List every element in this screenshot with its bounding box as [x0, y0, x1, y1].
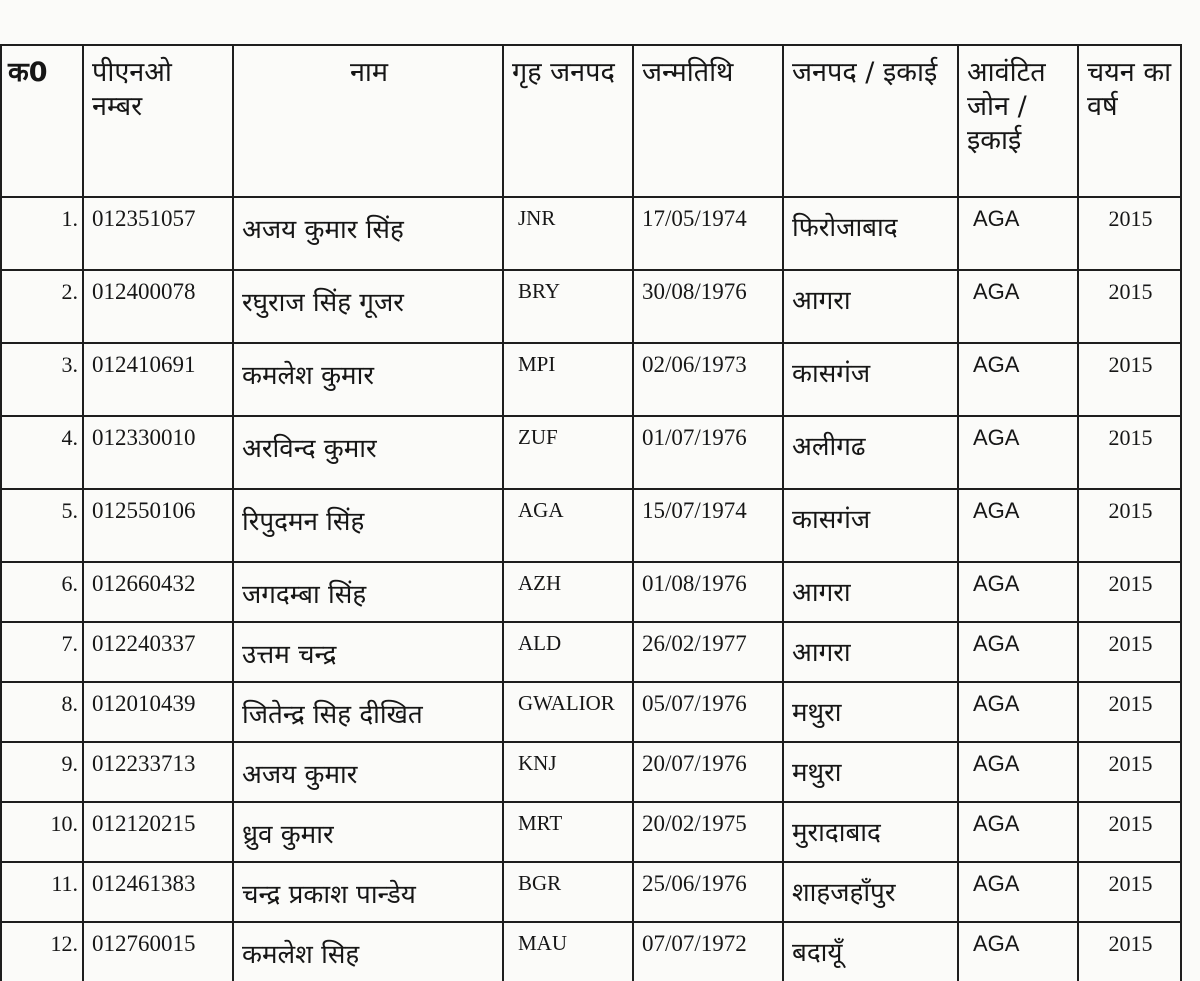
cell-allotted-zone: AGA — [958, 270, 1078, 343]
table-row — [1, 197, 1181, 270]
header-selection-year: चयन का वर्ष — [1078, 45, 1181, 197]
cell-district-unit: मथुरा — [783, 682, 958, 742]
cell-district-unit: फिरोजाबाद — [783, 197, 958, 270]
cell-name: उत्तम चन्द्र — [233, 622, 503, 682]
cell-pno: 012461383 — [83, 862, 233, 922]
cell-name: चन्द्र प्रकाश पान्डेय — [233, 862, 503, 922]
cell-pno: 012120215 — [83, 802, 233, 862]
cell-allotted-zone: AGA — [958, 622, 1078, 682]
header-name: नाम — [233, 45, 503, 197]
cell-pno: 012240337 — [83, 622, 233, 682]
cell-name: अरविन्द कुमार — [233, 416, 503, 489]
cell-selection-year: 2015 — [1078, 489, 1181, 562]
table-body — [1, 197, 1181, 981]
cell-pno: 012550106 — [83, 489, 233, 562]
cell-home-district: GWALIOR — [503, 682, 633, 742]
cell-name: जितेन्द्र सिह दीखित — [233, 682, 503, 742]
cell-name: कमलेश कुमार — [233, 343, 503, 416]
cell-name: रिपुदमन सिंह — [233, 489, 503, 562]
cell-home-district: JNR — [503, 197, 633, 270]
table-row — [1, 682, 1181, 742]
cell-district-unit: कासगंज — [783, 343, 958, 416]
cell-dob: 20/07/1976 — [633, 742, 783, 802]
header-allotted-zone: आवंटित जोन / इकाई — [958, 45, 1078, 197]
cell-home-district: MPI — [503, 343, 633, 416]
cell-selection-year: 2015 — [1078, 802, 1181, 862]
cell-name: जगदम्बा सिंह — [233, 562, 503, 622]
cell-allotted-zone: AGA — [958, 862, 1078, 922]
table-row — [1, 622, 1181, 682]
table-row — [1, 343, 1181, 416]
cell-home-district: ALD — [503, 622, 633, 682]
table-row — [1, 270, 1181, 343]
cell-allotted-zone: AGA — [958, 343, 1078, 416]
cell-selection-year: 2015 — [1078, 562, 1181, 622]
table-row — [1, 416, 1181, 489]
cell-selection-year: 2015 — [1078, 343, 1181, 416]
table-row — [1, 862, 1181, 922]
cell-dob: 01/08/1976 — [633, 562, 783, 622]
header-home-district: गृह जनपद — [503, 45, 633, 197]
cell-district-unit: अलीगढ — [783, 416, 958, 489]
cell-pno: 012351057 — [83, 197, 233, 270]
table-row — [1, 489, 1181, 562]
cell-serial: 4. — [1, 416, 83, 489]
cell-serial: 10. — [1, 802, 83, 862]
cell-serial: 3. — [1, 343, 83, 416]
cell-selection-year: 2015 — [1078, 416, 1181, 489]
cell-home-district: BGR — [503, 862, 633, 922]
cell-home-district: MAU — [503, 922, 633, 981]
cell-pno: 012233713 — [83, 742, 233, 802]
cell-serial: 11. — [1, 862, 83, 922]
cell-district-unit: आगरा — [783, 622, 958, 682]
cell-home-district: BRY — [503, 270, 633, 343]
header-pno: पीएनओ नम्बर — [83, 45, 233, 197]
cell-dob: 26/02/1977 — [633, 622, 783, 682]
cell-selection-year: 2015 — [1078, 922, 1181, 981]
cell-district-unit: आगरा — [783, 270, 958, 343]
cell-selection-year: 2015 — [1078, 862, 1181, 922]
cell-selection-year: 2015 — [1078, 622, 1181, 682]
cell-name: कमलेश सिह — [233, 922, 503, 981]
cell-district-unit: बदायूँ — [783, 922, 958, 981]
cell-dob: 07/07/1972 — [633, 922, 783, 981]
header-serial: क0 — [1, 45, 83, 197]
header-row — [1, 45, 1181, 197]
personnel-table — [0, 44, 1182, 981]
cell-selection-year: 2015 — [1078, 682, 1181, 742]
cell-name: रघुराज सिंह गूजर — [233, 270, 503, 343]
cell-selection-year: 2015 — [1078, 742, 1181, 802]
cell-pno: 012010439 — [83, 682, 233, 742]
cell-dob: 05/07/1976 — [633, 682, 783, 742]
cell-name: ध्रुव कुमार — [233, 802, 503, 862]
cell-allotted-zone: AGA — [958, 742, 1078, 802]
cell-serial: 2. — [1, 270, 83, 343]
cell-home-district: AZH — [503, 562, 633, 622]
cell-district-unit: मथुरा — [783, 742, 958, 802]
cell-district-unit: आगरा — [783, 562, 958, 622]
cell-allotted-zone: AGA — [958, 922, 1078, 981]
cell-name: अजय कुमार — [233, 742, 503, 802]
cell-dob: 20/02/1975 — [633, 802, 783, 862]
cell-dob: 30/08/1976 — [633, 270, 783, 343]
cell-district-unit: कासगंज — [783, 489, 958, 562]
cell-dob: 25/06/1976 — [633, 862, 783, 922]
cell-selection-year: 2015 — [1078, 197, 1181, 270]
cell-allotted-zone: AGA — [958, 802, 1078, 862]
cell-pno: 012330010 — [83, 416, 233, 489]
cell-district-unit: शाहजहाँपुर — [783, 862, 958, 922]
cell-serial: 9. — [1, 742, 83, 802]
header-district-unit: जनपद / इकाई — [783, 45, 958, 197]
cell-dob: 15/07/1974 — [633, 489, 783, 562]
cell-allotted-zone: AGA — [958, 562, 1078, 622]
cell-serial: 7. — [1, 622, 83, 682]
table-row — [1, 802, 1181, 862]
table-row — [1, 922, 1181, 981]
cell-pno: 012660432 — [83, 562, 233, 622]
cell-dob: 02/06/1973 — [633, 343, 783, 416]
cell-dob: 17/05/1974 — [633, 197, 783, 270]
table-row — [1, 562, 1181, 622]
cell-allotted-zone: AGA — [958, 682, 1078, 742]
table-row — [1, 742, 1181, 802]
cell-home-district: AGA — [503, 489, 633, 562]
cell-allotted-zone: AGA — [958, 416, 1078, 489]
cell-selection-year: 2015 — [1078, 270, 1181, 343]
cell-home-district: KNJ — [503, 742, 633, 802]
header-dob: जन्मतिथि — [633, 45, 783, 197]
cell-dob: 01/07/1976 — [633, 416, 783, 489]
cell-district-unit: मुरादाबाद — [783, 802, 958, 862]
cell-serial: 8. — [1, 682, 83, 742]
cell-pno: 012400078 — [83, 270, 233, 343]
cell-allotted-zone: AGA — [958, 197, 1078, 270]
cell-serial: 1. — [1, 197, 83, 270]
cell-serial: 12. — [1, 922, 83, 981]
cell-allotted-zone: AGA — [958, 489, 1078, 562]
cell-pno: 012760015 — [83, 922, 233, 981]
cell-home-district: ZUF — [503, 416, 633, 489]
cell-serial: 6. — [1, 562, 83, 622]
cell-serial: 5. — [1, 489, 83, 562]
cell-home-district: MRT — [503, 802, 633, 862]
cell-pno: 012410691 — [83, 343, 233, 416]
cell-name: अजय कुमार सिंह — [233, 197, 503, 270]
table-header — [1, 45, 1181, 197]
